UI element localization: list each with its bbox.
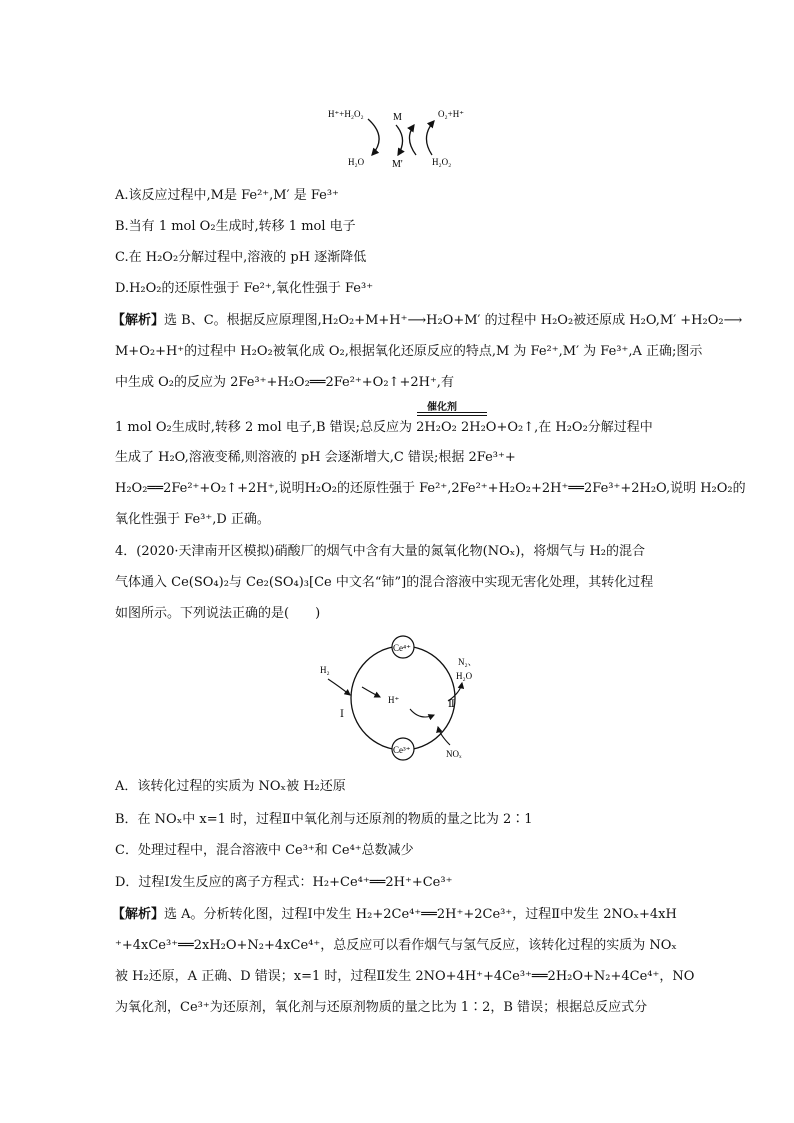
h2-label: H₂ xyxy=(320,665,330,675)
catalyst-label: 催化剂 xyxy=(427,402,457,413)
inner-arrow-right xyxy=(410,709,434,717)
q4-analysis-tag: 【解析】 xyxy=(112,907,165,922)
q3-analysis-line-4: 1 mol O₂生成时,转移 2 mol 电子,B 错误;总反应为 2H₂O₂ 2H₂O+O₂↑,在 H₂O₂分解过程中 xyxy=(115,420,653,435)
q3-analysis-line-5: 生成了 H₂O,溶液变稀,则溶液的 pH 会逐渐增大,C 错误;根据 2Fe³⁺+ xyxy=(115,450,516,465)
q4-stem-line-1: 4．(2020·天津南开区模拟)硝酸厂的烟气中含有大量的氮氧化物(NOₓ)，将烟气与 H₂的混合 xyxy=(115,544,645,559)
h2-inflow-arrow xyxy=(328,679,350,695)
q3-analysis-line-1 xyxy=(112,311,742,331)
label-o2-h: O₂+H⁺ xyxy=(438,109,464,119)
arrow-right-arc xyxy=(426,121,434,155)
arrow-mid-right-arc xyxy=(409,125,416,155)
label-h2o2: H₂O₂ xyxy=(432,157,452,167)
q4-option-d: D．过程Ⅰ发生反应的离子方程式：H₂+Ce⁴⁺══2H⁺+Ce³⁺ xyxy=(115,875,453,890)
ce-cycle-diagram xyxy=(310,635,500,765)
arrow-mid-left-arc xyxy=(396,125,403,155)
q4-analysis-line-1 xyxy=(112,905,677,925)
q3-analysis-line-2: M+O₂+H⁺的过程中 H₂O₂被氧化成 O₂,根据氧化还原反应的特点,M 为 Fe²⁺,M′ 为 Fe³⁺,A 正确;图示 xyxy=(115,344,703,359)
q3-analysis-tag: 【解析】 xyxy=(112,313,165,328)
q4-analysis-text-1: 选 A。分析转化图，过程Ⅰ中发生 H₂+2Ce⁴⁺══2H⁺+2Ce³⁺，过程Ⅱ中发生 2NOₓ+4xH xyxy=(164,907,677,922)
h2o-label: H₂O xyxy=(456,671,473,681)
h-plus-label: H⁺ xyxy=(388,695,400,705)
q4-analysis-line-4: 为氧化剂，Ce³⁺为还原剂，氧化剂与还原剂物质的量之比为 1∶2，B 错误；根据总反应式分 xyxy=(115,1000,648,1015)
q3-analysis-line-6: H₂O₂══2Fe²⁺+O₂↑+2H⁺,说明H₂O₂的还原性强于 Fe²⁺,2Fe²⁺+H₂O₂+2H⁺══2Fe³⁺+2H₂O,说明 H₂O₂的 xyxy=(115,481,746,496)
q4-stem-line-2: 气体通入 Ce(SO₄)₂与 Ce₂(SO₄)₃[Ce 中文名“铈”]的混合溶液中实现无害化处理，其转化过程 xyxy=(115,575,654,590)
label-m: M xyxy=(393,112,402,123)
process-2-label: Ⅱ xyxy=(448,699,455,710)
q3-option-d: D.H₂O₂的还原性强于 Fe²⁺,氧化性强于 Fe³⁺ xyxy=(115,281,374,296)
n2-label: N₂、 xyxy=(458,657,477,667)
q3-analysis-text-1: 选 B、C。根据反应原理图,H₂O₂+M+H⁺⟶H₂O+M′ 的过程中 H₂O₂被还原成 H₂O,M′ +H₂O₂⟶ xyxy=(164,313,743,328)
equation-bar-bottom xyxy=(417,415,487,416)
arrow-left-arc xyxy=(368,119,379,155)
q4-option-a: A．该转化过程的实质为 NOₓ被 H₂还原 xyxy=(115,779,346,794)
process-1-label: Ⅰ xyxy=(340,709,344,720)
label-m-prime: M' xyxy=(392,159,403,170)
ce3-label: Ce³⁺ xyxy=(393,745,411,755)
q3-analysis-line-7: 氧化性强于 Fe³⁺,D 正确。 xyxy=(115,512,270,527)
equation-bar-top xyxy=(417,412,487,413)
redox-cycle-diagram xyxy=(320,105,480,175)
q4-analysis-line-2: ⁺+4xCe³⁺══2xH₂O+N₂+4xCe⁴⁺，总反应可以看作烟气与氢气反应，该转化过程的实质为 NOₓ xyxy=(115,938,677,953)
catalyst-condition xyxy=(417,398,497,420)
q4-option-c: C．处理过程中，混合溶液中 Ce³⁺和 Ce⁴⁺总数减少 xyxy=(115,843,414,858)
q4-stem-line-3: 如图所示。下列说法正确的是( ) xyxy=(115,606,321,621)
q4-option-b: B．在 NOₓ中 x=1 时，过程Ⅱ中氧化剂与还原剂的物质的量之比为 2∶1 xyxy=(115,812,533,827)
nox-label: NOₓ xyxy=(446,749,462,759)
q4-analysis-line-3: 被 H₂还原，A 正确、D 错误；x=1 时，过程Ⅱ发生 2NO+4H⁺+4Ce³⁺══2H₂O+N₂+4Ce⁴⁺，NO xyxy=(115,969,695,984)
q3-option-b: B.当有 1 mol O₂生成时,转移 1 mol 电子 xyxy=(115,219,356,234)
ce4-label: Ce⁴⁺ xyxy=(393,643,411,653)
label-h-h2o2: H⁺+H₂O₂ xyxy=(328,109,364,119)
q3-analysis-line-3: 中生成 O₂的反应为 2Fe³⁺+H₂O₂══2Fe²⁺+O₂↑+2H⁺,有 xyxy=(115,375,454,390)
q3-option-c: C.在 H₂O₂分解过程中,溶液的 pH 逐渐降低 xyxy=(115,250,367,265)
q3-option-a: A.该反应过程中,M是 Fe²⁺,M′ 是 Fe³⁺ xyxy=(115,188,339,203)
cycle-ring xyxy=(351,646,455,750)
inner-arrow-left xyxy=(362,687,380,697)
label-h2o: H₂O xyxy=(348,157,365,167)
